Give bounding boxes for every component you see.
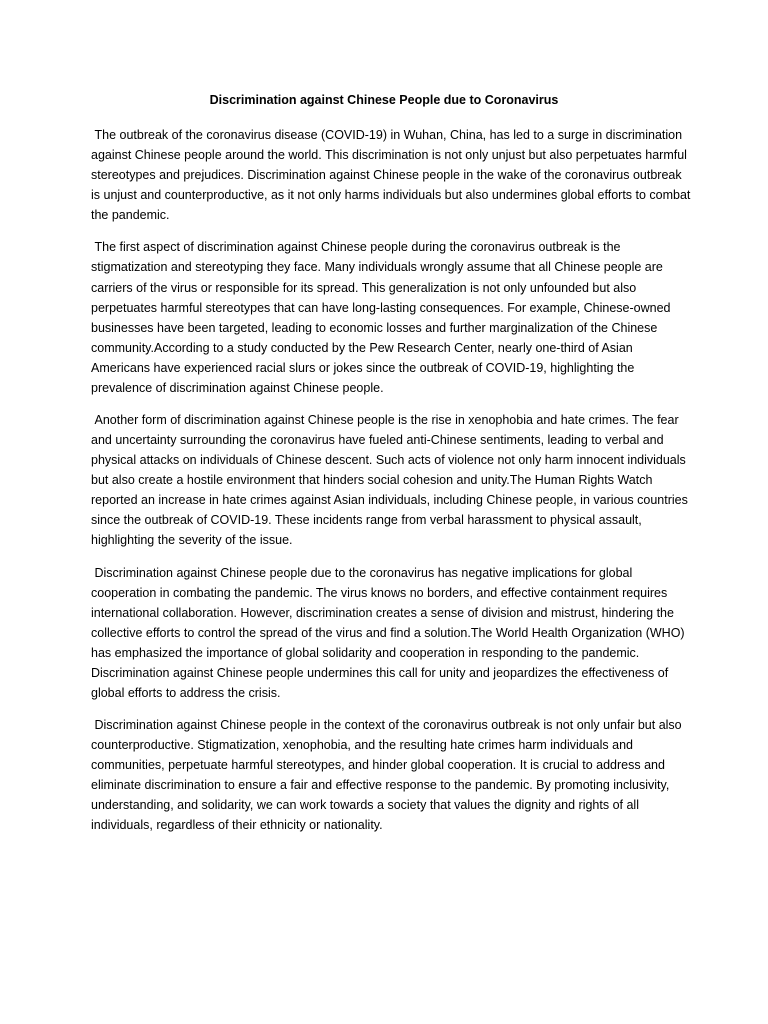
paragraph-stigmatization: The first aspect of discrimination against Chinese people during the coronavirus outbreak is the stigmatization and stereotyping they face. Many individuals wrongly assume that all Chinese people are carriers of the virus or responsible for its spread. This generalization is not only unfounded but also perpetuates harmful stereotypes that can have long-lasting consequences. For example, Chinese-owned businesses have been targeted, leading to economic losses and further marginalization of the Chinese community.According to a study conducted by the Pew Research Center, nearly one-third of Asian Americans have experienced racial slurs or jokes since the outbreak of COVID-19, highlighting the prevalence of discrimination against Chinese people. bbox=[91, 240, 674, 395]
document-title: Discrimination against Chinese People due to Coronavirus bbox=[209, 93, 559, 107]
paragraph-introduction: The outbreak of the coronavirus disease (COVID-19) in Wuhan, China, has led to a surge in discrimination against Chinese people around the world. This discrimination is not only unjust but also perpetuates harmful stereotypes and prejudices. Discrimination against Chinese people in the wake of the coronavirus outbreak is unjust and counterproductive, as it not only harms individuals but also undermines global efforts to combat the pandemic. bbox=[91, 128, 694, 223]
paragraph-xenophobia: Another form of discrimination against Chinese people is the rise in xenophobia and hate crimes. The fear and uncertainty surrounding the coronavirus have fueled anti-Chinese sentiments, leading to verbal and physical attacks on individuals of Chinese descent. Such acts of violence not only harm innocent individuals but also create a hostile environment that hinders social cohesion and unity.The Human Rights Watch reported an increase in hate crimes against Asian individuals, including Chinese people, in various countries since the outbreak of COVID-19. These incidents range from verbal harassment to physical assault, highlighting the severity of the issue. bbox=[91, 412, 692, 548]
paragraph-conclusion: Discrimination against Chinese people in the context of the coronavirus outbreak is not only unfair but also counterproductive. Stigmatization, xenophobia, and the resulting hate crimes harm individuals and communities, perpetuate harmful stereotypes, and hinder global cooperation. It is crucial to address and eliminate discrimination to ensure a fair and effective response to the pandemic. By promoting inclusivity, understanding, and solidarity, we can work towards a society that values the dignity and rights of all individuals, regardless of their ethnicity or nationality. bbox=[91, 718, 686, 833]
paragraph-global-cooperation: Discrimination against Chinese people due to the coronavirus has negative implications for global cooperation in combating the pandemic. The virus knows no borders, and effective containment requires international collaboration. However, discrimination creates a sense of division and mistrust, hindering the collective efforts to control the spread of the virus and find a solution.The World Health Organization (WHO) has emphasized the importance of global solidarity and cooperation in responding to the pandemic. Discrimination against Chinese people undermines this call for unity and jeopardizes the effectiveness of global efforts to address the crisis. bbox=[91, 565, 689, 700]
document-body bbox=[91, 125, 694, 847]
